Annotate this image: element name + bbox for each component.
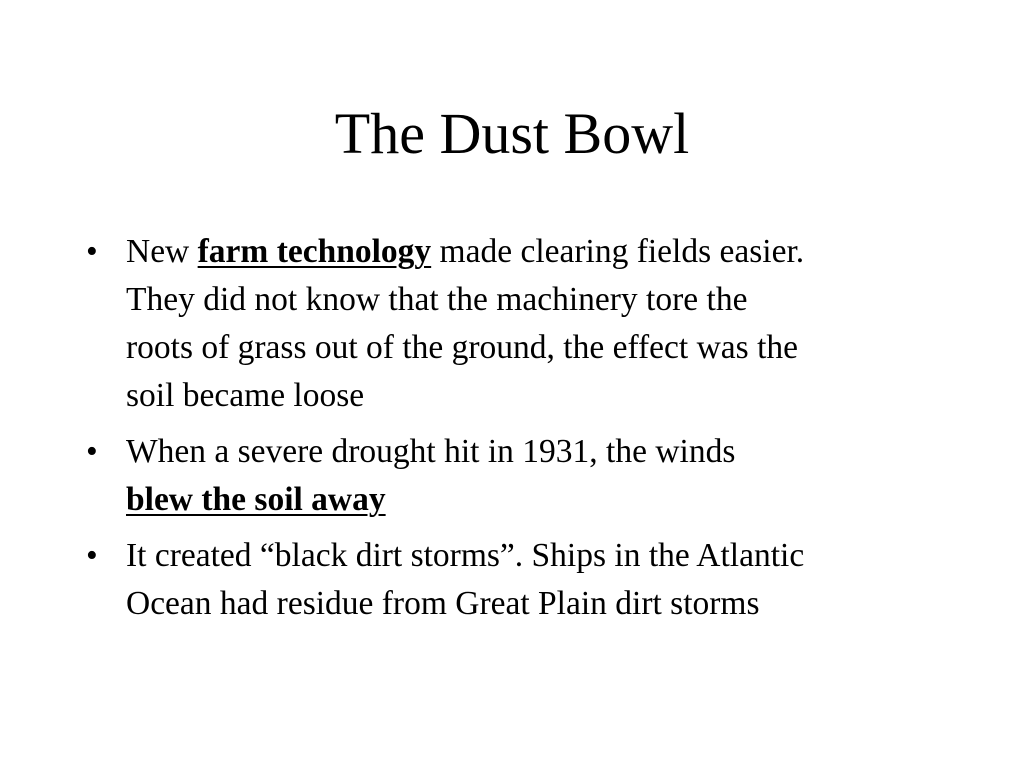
bullet-list bbox=[86, 228, 946, 636]
bullet-1-line-4: soil became loose bbox=[126, 377, 365, 414]
bullet-1-line-1 bbox=[126, 228, 946, 276]
slide-title: The Dust Bowl bbox=[334, 101, 690, 166]
bullet-dot-icon: • bbox=[86, 233, 98, 270]
bullet-1-text-pre: New bbox=[126, 233, 198, 270]
bullet-item-1 bbox=[86, 228, 946, 420]
bullet-1-line-2: They did not know that the machinery tore the bbox=[126, 281, 748, 318]
bullet-1-line-3: roots of grass out of the ground, the effect was the bbox=[126, 329, 798, 366]
bullet-dot-icon: • bbox=[86, 433, 98, 470]
bullet-item-2 bbox=[86, 428, 946, 524]
bullet-3-line-1: It created “black dirt storms”. Ships in the Atlantic bbox=[126, 537, 805, 574]
bullet-item-3 bbox=[86, 532, 946, 628]
bullet-1-emphasis: farm technology bbox=[197, 233, 432, 270]
bullet-2-line-1: When a severe drought hit in 1931, the winds bbox=[126, 433, 736, 470]
bullet-2-emphasis: blew the soil away bbox=[126, 481, 386, 518]
bullet-2-line-2 bbox=[126, 476, 946, 524]
bullet-1-text-post: made clearing fields easier. bbox=[431, 233, 805, 270]
bullet-dot-icon: • bbox=[86, 537, 98, 574]
bullet-3-line-2: Ocean had residue from Great Plain dirt storms bbox=[126, 585, 760, 622]
